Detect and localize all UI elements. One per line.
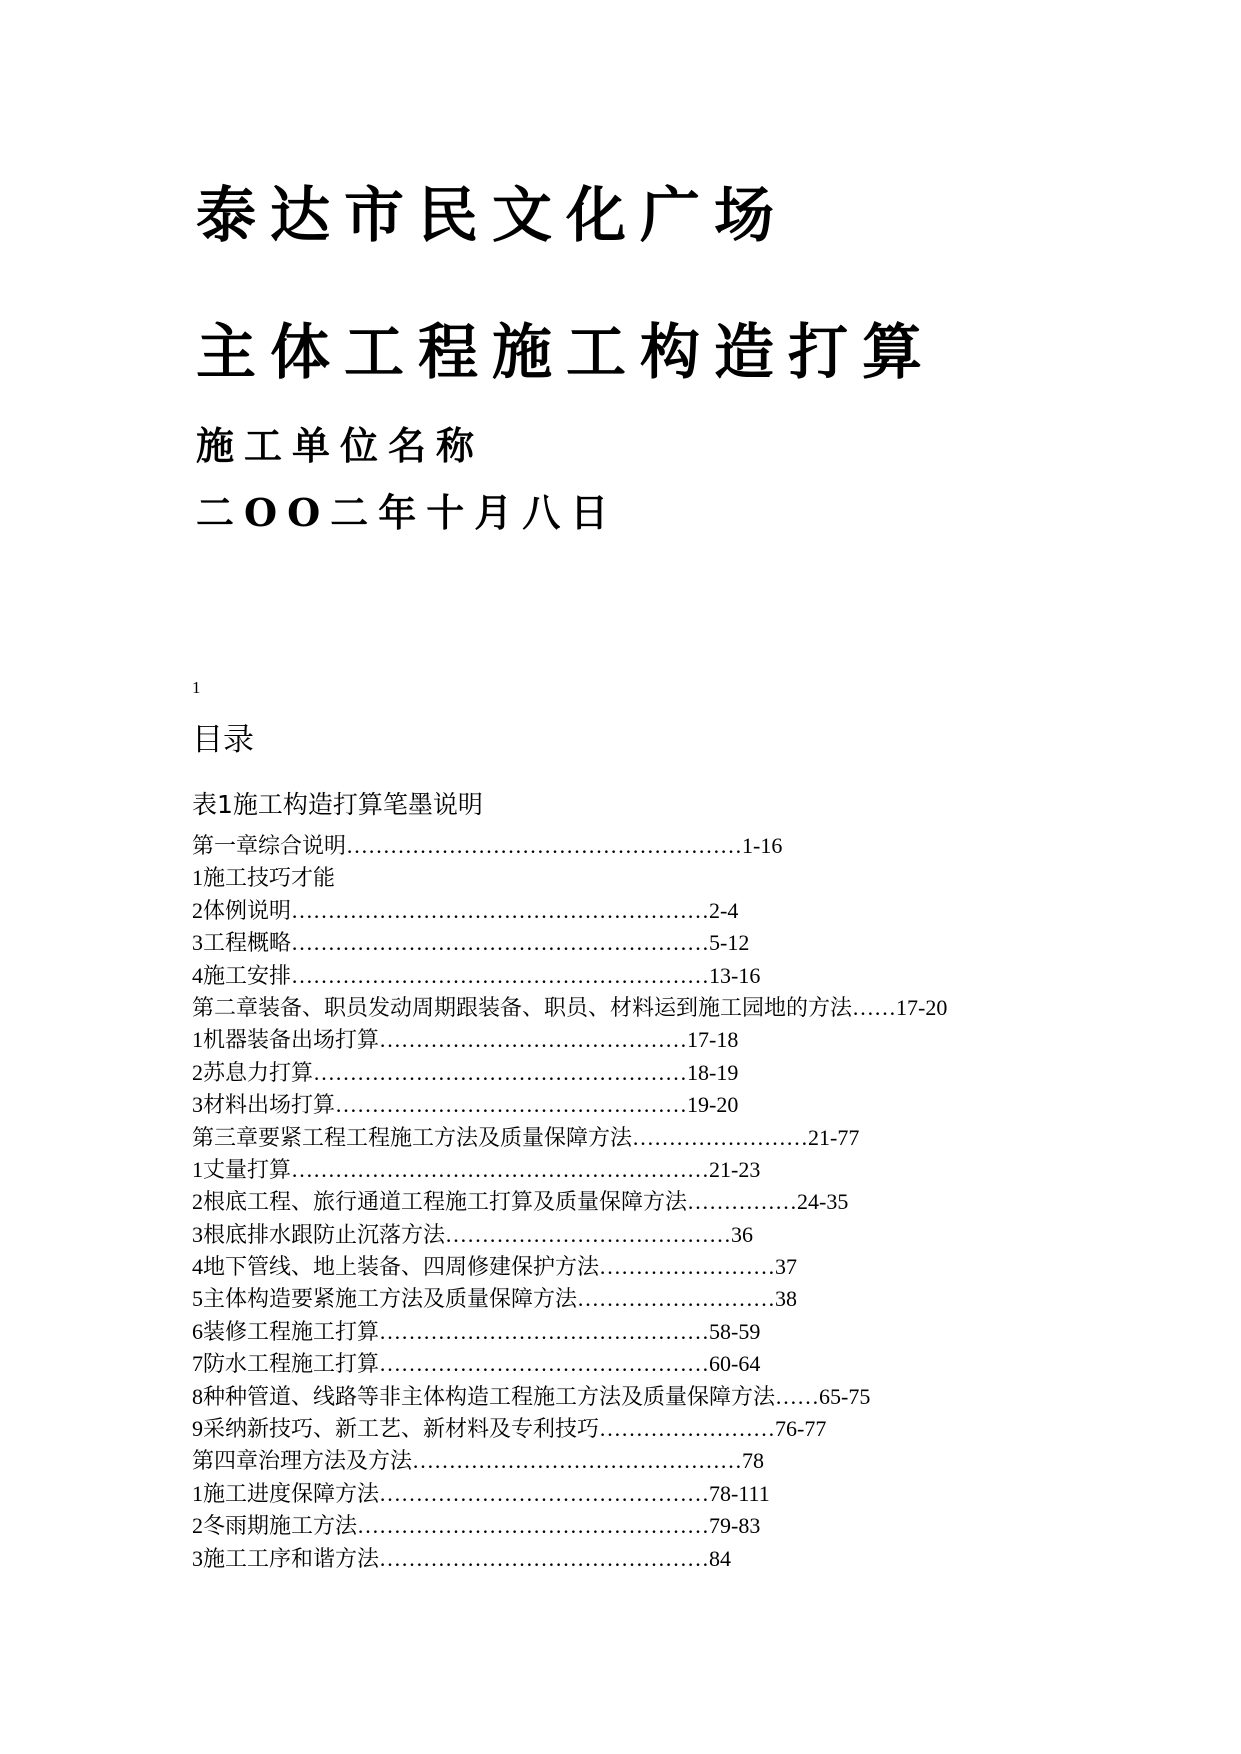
toc-entry: 3施工工序和谐方法………………………………………84 [192,1545,732,1571]
toc-entry: 9采纳新技巧、新工艺、新材料及专利技巧……………………76-77 [192,1416,827,1442]
toc-entry: 第二章装备、职员发动周期跟装备、职员、材料运到施工园地的方法……17-20 [192,994,948,1020]
toc-entry: 3材料出场打算…………………………………………19-20 [192,1092,739,1118]
toc-entry: 第一章综合说明………………………………………………1-16 [192,833,783,858]
toc-entry: 2苏息力打算……………………………………………18-19 [192,1059,739,1085]
toc-entry: 第四章治理方法及方法………………………………………78 [192,1448,765,1474]
toc-entry: 2冬雨期施工方法…………………………………………79-83 [192,1513,761,1539]
toc-entry: 8种种管道、线路等非主体构造工程施工方法及质量保障方法……65-75 [192,1383,871,1409]
toc-entry: 3根底排水跟防止沉落方法…………………………………36 [192,1221,754,1247]
toc-entry: 5主体构造要紧施工方法及质量保障方法………………………38 [192,1286,798,1312]
toc-entry: 1机器装备出场打算……………………………………17-18 [192,1027,739,1053]
toc-entry: 2体例说明…………………………………………………2-4 [192,897,739,923]
toc-heading: 目录 [192,722,254,758]
toc-entry: 1施工技巧才能 [192,865,336,891]
toc-entry: 3工程概略…………………………………………………5-12 [192,930,750,956]
toc-entry: 6装修工程施工打算………………………………………58-59 [192,1318,761,1344]
cover-title-line1: 泰达市民文化广场 [196,181,788,251]
toc-entry: 4地下管线、地上装备、四周修建保护方法……………………37 [192,1254,798,1280]
toc-entry: 7防水工程施工打算………………………………………60-64 [192,1351,761,1377]
cover-title-line2: 主体工程施工构造打算 [196,318,936,388]
toc-list [192,830,1192,1575]
toc-entry: 第三章要紧工程工程施工方法及质量保障方法……………………21-77 [192,1124,860,1150]
toc-entry: 1施工进度保障方法………………………………………78-111 [192,1480,770,1506]
toc-entry: 4施工安排…………………………………………………13-16 [192,962,761,988]
company-name: 施工单位名称 [196,423,485,468]
toc-entry: 1丈量打算…………………………………………………21-23 [192,1156,761,1182]
page-number: 1 [192,678,201,697]
cover-date: 二OO二年十月八日 [196,490,619,535]
toc-entry: 2根底工程、旅行通道工程施工打算及质量保障方法……………24-35 [192,1189,849,1215]
toc-subheading: 表1施工构造打算笔墨说明 [192,790,483,819]
